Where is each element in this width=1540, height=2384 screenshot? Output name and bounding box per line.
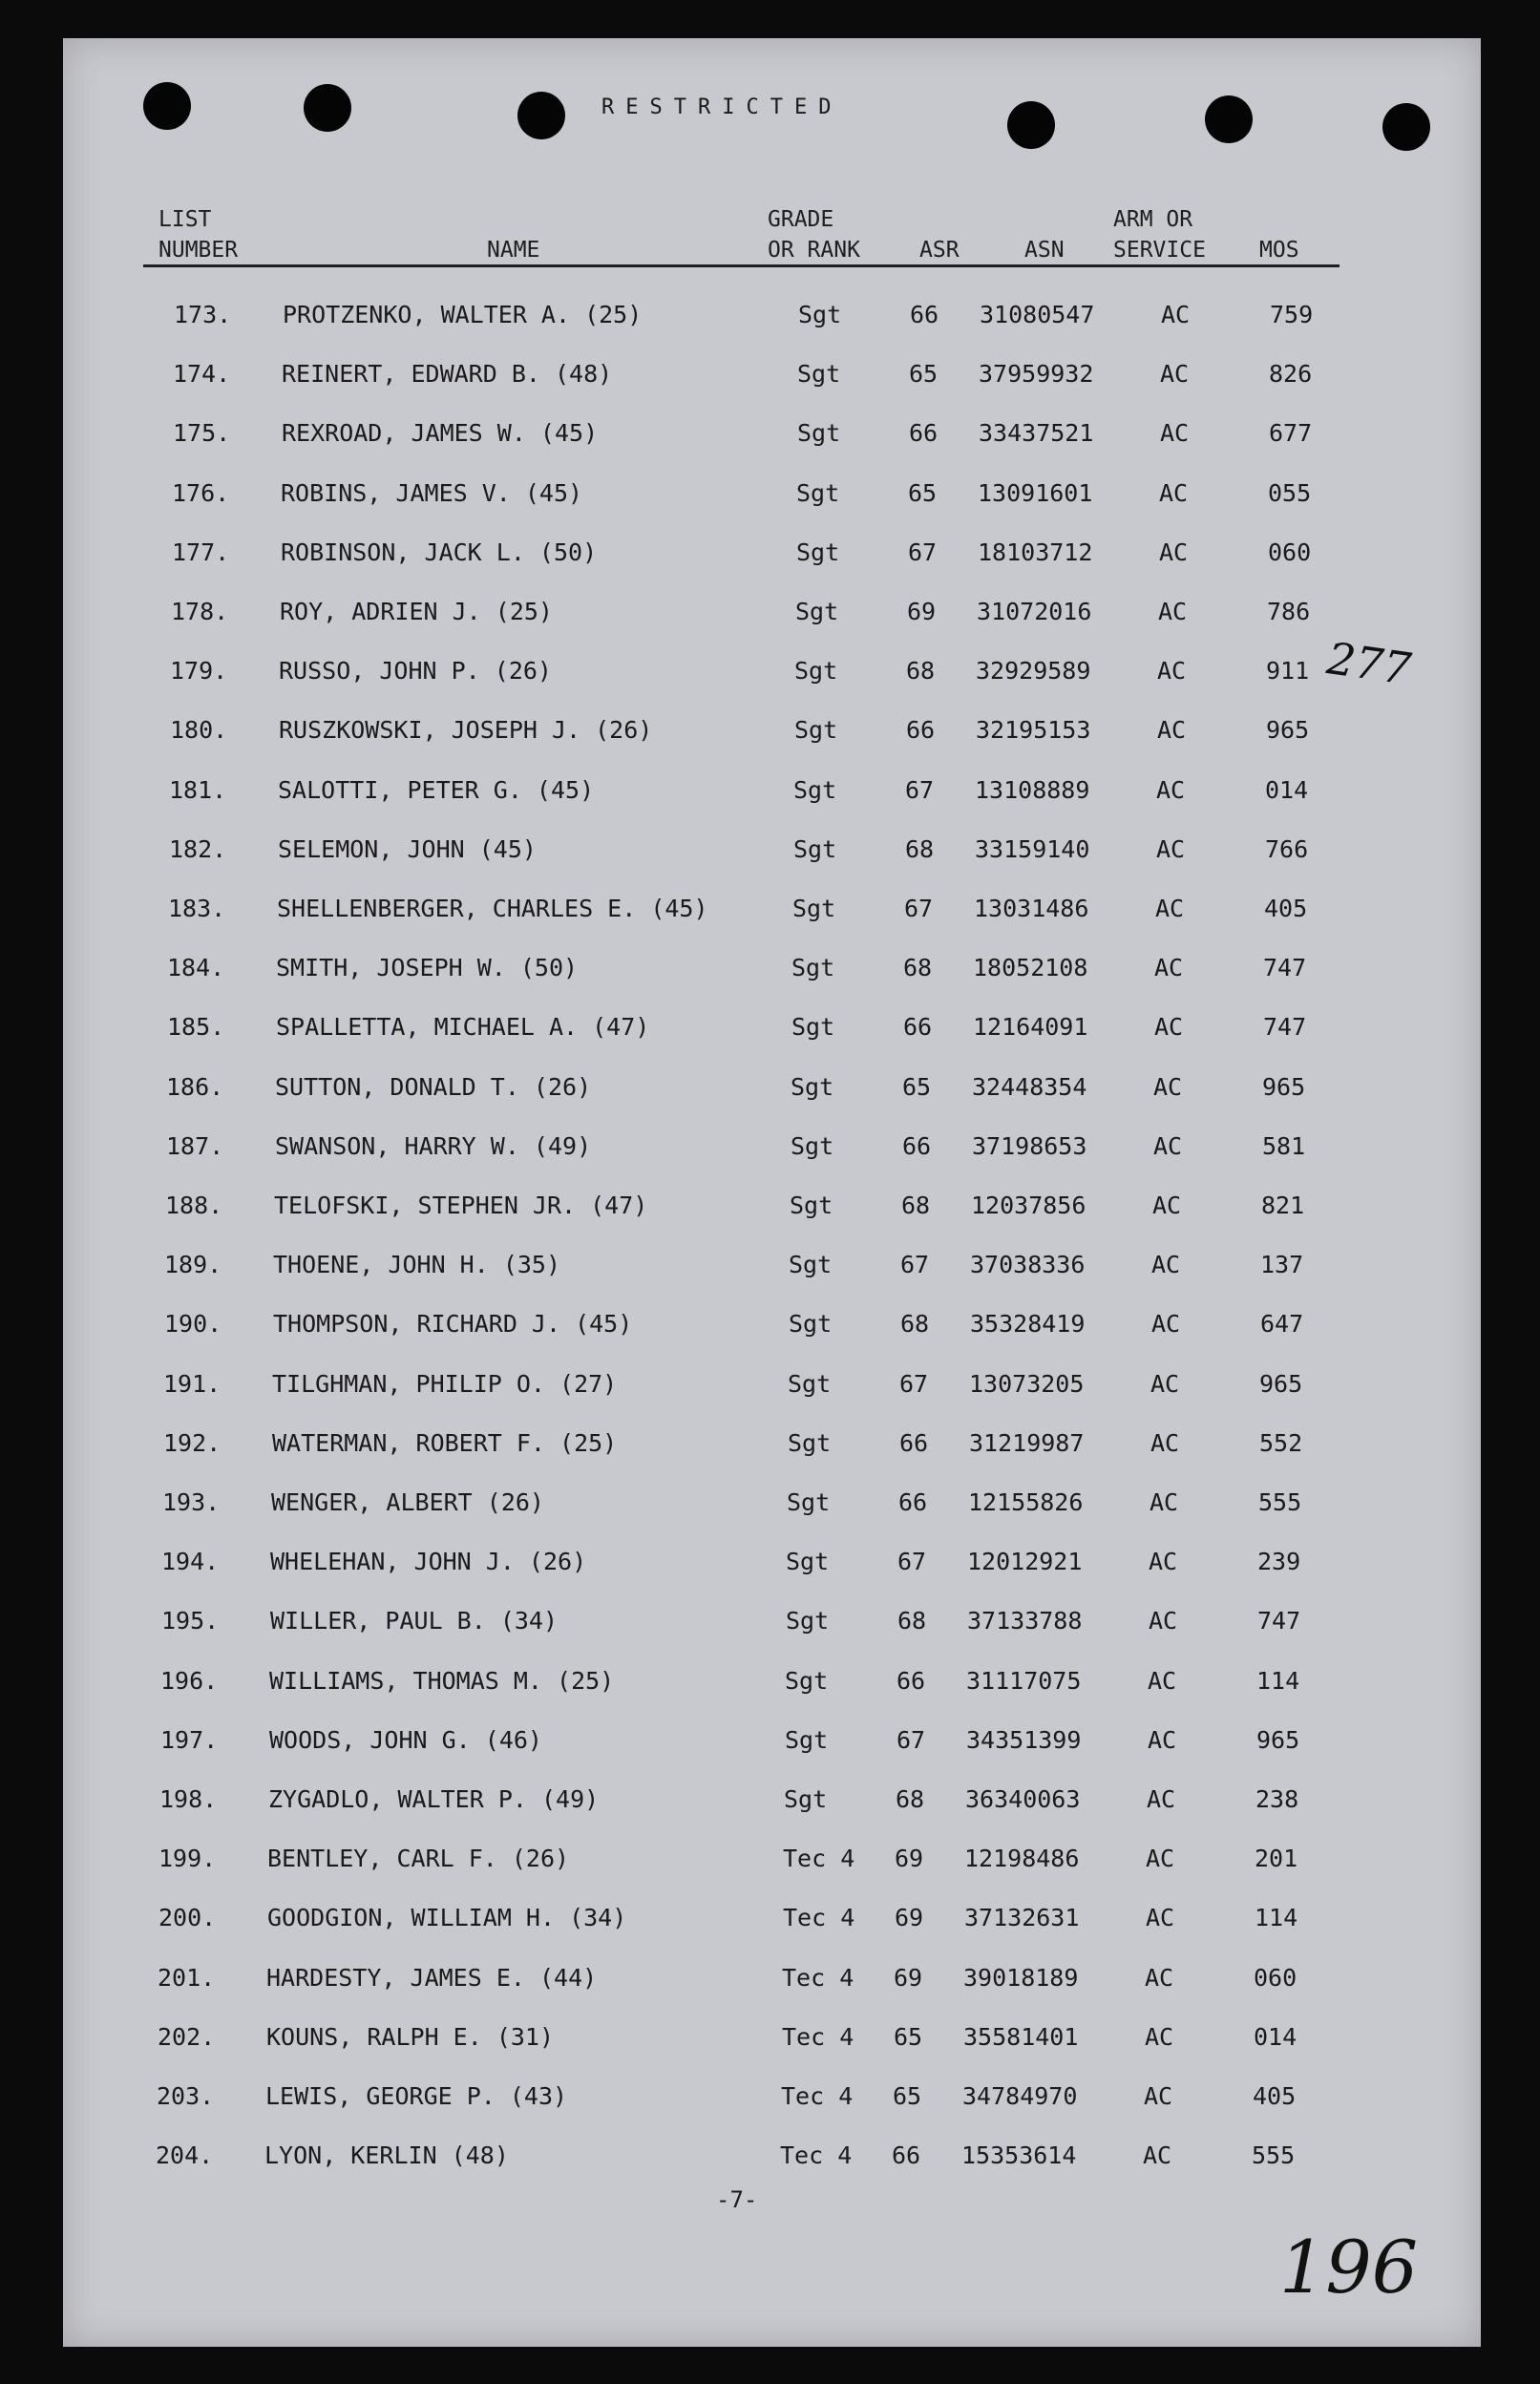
row-grade: Sgt [798,301,842,328]
table-row [0,1068,1540,1107]
row-arm-service: AC [1160,360,1190,389]
row-list-number: 194. [161,1548,220,1576]
row-asr: 65 [893,2082,922,2110]
row-name: ROBINSON, JACK L. (50) [281,538,598,566]
row-asn: 12198486 [964,1845,1080,1873]
punch-hole [1007,101,1055,149]
row-asr: 66 [897,1666,926,1695]
row-asn: 31117075 [966,1666,1082,1695]
row-asr: 67 [899,1369,929,1398]
row-asr: 68 [897,1607,927,1635]
row-mos: 114 [1256,1666,1300,1695]
row-list-number: 204. [156,2141,214,2170]
row-grade: Sgt [797,419,841,448]
row-asn: 15353614 [961,2141,1077,2170]
row-list-number: 191. [163,1369,222,1398]
table-row [0,1424,1540,1463]
row-list-number: 173. [174,301,232,328]
row-mos: 647 [1260,1310,1304,1339]
row-name: BENTLEY, CARL F. (26) [267,1845,570,1873]
row-arm-service: AC [1152,1192,1182,1219]
row-grade: Tec 4 [782,2022,854,2051]
row-grade: Sgt [785,1725,829,1754]
row-name: THOENE, JOHN H. (35) [273,1251,561,1279]
table-row [0,593,1540,631]
row-mos: 238 [1255,1785,1299,1813]
row-asr: 68 [906,657,936,686]
row-grade: Sgt [786,1607,830,1635]
row-arm-service: AC [1161,301,1191,328]
row-list-number: 189. [164,1251,222,1279]
row-arm-service: AC [1149,1548,1178,1576]
table-row [0,296,1540,334]
row-grade: Sgt [789,1310,833,1339]
row-asn: 13108889 [975,775,1090,804]
row-mos: 137 [1260,1251,1304,1279]
row-asr: 67 [897,1548,927,1576]
punch-hole [1382,103,1430,151]
row-asn: 37132631 [964,1904,1080,1932]
row-mos: 965 [1259,1369,1303,1398]
row-asr: 66 [898,1488,928,1516]
row-list-number: 200. [158,1904,217,1932]
table-row [0,1187,1540,1225]
row-asn: 18103712 [978,538,1093,566]
row-asr: 68 [896,1785,925,1813]
row-list-number: 190. [164,1310,222,1339]
row-list-number: 192. [163,1428,222,1457]
row-list-number: 196. [160,1666,219,1695]
row-asn: 32929589 [976,657,1091,686]
row-list-number: 182. [169,834,227,863]
row-list-number: 185. [167,1013,225,1042]
row-mos: 060 [1268,538,1312,566]
punch-hole [143,82,191,130]
row-list-number: 186. [166,1072,224,1101]
row-name: ROBINS, JAMES V. (45) [281,478,583,507]
row-name: WHELEHAN, JOHN J. (26) [270,1548,587,1576]
row-arm-service: AC [1154,1013,1184,1042]
row-asn: 33437521 [979,419,1094,448]
row-name: WOODS, JOHN G. (46) [269,1725,542,1754]
row-asr: 67 [905,775,935,804]
row-mos: 014 [1265,775,1309,804]
row-arm-service: AC [1148,1725,1177,1754]
table-row [0,1840,1540,1878]
table-row [0,949,1540,987]
row-mos: 786 [1267,598,1311,625]
row-grade: Sgt [793,775,837,804]
row-asn: 34784970 [962,2082,1078,2110]
page-number: -7- [716,2186,758,2213]
row-list-number: 181. [169,775,227,804]
table-row [0,652,1540,690]
row-list-number: 202. [158,2022,216,2051]
row-asr: 65 [894,2022,923,2051]
column-header-asn: ASN [1024,238,1065,263]
row-grade: Sgt [790,1192,833,1219]
handwritten-page-number: 196 [1279,2225,1419,2310]
row-asr: 68 [903,954,933,982]
row-name: SPALLETTA, MICHAEL A. (47) [276,1013,650,1042]
table-row [0,1662,1540,1700]
table-row [0,1008,1540,1046]
row-asr: 65 [909,360,939,389]
row-name: PROTZENKO, WALTER A. (25) [283,301,643,328]
row-mos: 405 [1264,895,1308,922]
row-mos: 826 [1269,360,1313,389]
row-mos: 766 [1265,834,1309,863]
row-name: WILLER, PAUL B. (34) [270,1607,559,1635]
row-mos: 555 [1252,2141,1296,2170]
row-asr: 65 [908,478,938,507]
table-row [0,711,1540,749]
row-mos: 821 [1261,1192,1305,1219]
table-row [0,890,1540,928]
row-grade: Sgt [796,538,840,566]
punch-hole [517,92,565,139]
row-list-number: 195. [161,1607,220,1635]
table-row [0,1721,1540,1760]
row-asn: 36340063 [965,1785,1081,1813]
row-list-number: 176. [172,478,230,507]
table-row [0,2018,1540,2057]
row-name: THOMPSON, RICHARD J. (45) [273,1310,633,1339]
row-mos: 759 [1270,301,1314,328]
row-arm-service: AC [1157,716,1187,745]
table-row [0,355,1540,393]
row-name: SHELLENBERGER, CHARLES E. (45) [277,895,708,922]
row-asr: 69 [895,1904,924,1932]
row-asr: 67 [908,538,938,566]
row-asn: 33159140 [975,834,1090,863]
row-arm-service: AC [1143,2141,1172,2170]
row-asn: 13091601 [978,478,1093,507]
row-list-number: 175. [173,419,231,448]
row-grade: Sgt [785,1666,829,1695]
row-name: ROY, ADRIEN J. (25) [280,598,553,625]
row-arm-service: AC [1159,478,1189,507]
row-asn: 35328419 [970,1310,1086,1339]
row-name: RUSZKOWSKI, JOSEPH J. (26) [279,716,653,745]
row-grade: Sgt [788,1428,832,1457]
row-name: SALOTTI, PETER G. (45) [278,775,595,804]
row-name: LEWIS, GEORGE P. (43) [265,2082,568,2110]
row-arm-service: AC [1158,598,1188,625]
row-arm-service: AC [1150,1488,1179,1516]
table-row [0,1899,1540,1937]
row-asr: 65 [902,1072,932,1101]
row-mos: 552 [1259,1428,1303,1457]
row-arm-service: AC [1159,538,1189,566]
row-arm-service: AC [1153,1072,1183,1101]
table-row [0,2078,1540,2116]
table-row [0,1959,1540,1997]
row-arm-service: AC [1154,954,1184,982]
row-asn: 12155826 [968,1488,1084,1516]
row-grade: Tec 4 [783,1904,855,1932]
row-arm-service: AC [1144,2082,1173,2110]
row-grade: Sgt [795,598,839,625]
row-asn: 31219987 [969,1428,1085,1457]
row-mos: 581 [1262,1131,1306,1160]
table-row [0,475,1540,513]
row-arm-service: AC [1146,1845,1175,1873]
row-arm-service: AC [1146,1904,1175,1932]
table-row [0,771,1540,810]
row-name: GOODGION, WILLIAM H. (34) [267,1904,627,1932]
row-asn: 37038336 [970,1251,1086,1279]
table-row [0,1305,1540,1343]
row-asn: 37959932 [979,360,1094,389]
table-row [0,1246,1540,1284]
row-grade: Sgt [791,1131,834,1160]
row-mos: 965 [1266,716,1310,745]
row-asn: 13073205 [969,1369,1085,1398]
row-name: KOUNS, RALPH E. (31) [266,2022,555,2051]
row-asr: 67 [904,895,934,922]
row-name: TELOFSKI, STEPHEN JR. (47) [274,1192,648,1219]
row-grade: Tec 4 [782,1963,854,1992]
row-grade: Sgt [792,895,836,922]
row-asr: 68 [901,1192,931,1219]
row-arm-service: AC [1157,657,1187,686]
row-list-number: 187. [166,1131,224,1160]
row-grade: Sgt [791,954,835,982]
row-grade: Sgt [789,1251,833,1279]
row-name: SMITH, JOSEPH W. (50) [276,954,579,982]
row-list-number: 198. [159,1785,218,1813]
row-mos: 965 [1256,1725,1300,1754]
row-grade: Sgt [794,657,838,686]
row-list-number: 201. [158,1963,216,1992]
column-header-name: NAME [487,238,540,263]
row-arm-service: AC [1151,1310,1181,1339]
row-mos: 201 [1255,1845,1298,1873]
row-name: SELEMON, JOHN (45) [278,834,537,863]
row-arm-service: AC [1145,1963,1174,1992]
row-asn: 31072016 [977,598,1092,625]
row-name: ZYGADLO, WALTER P. (49) [268,1785,600,1813]
row-list-number: 178. [171,598,229,625]
row-grade: Sgt [787,1488,831,1516]
row-mos: 747 [1257,1607,1301,1635]
table-row [0,1602,1540,1640]
row-arm-service: AC [1151,1251,1181,1279]
row-grade: Tec 4 [780,2141,853,2170]
punch-hole [304,84,351,132]
column-header-arm: ARM OR SERVICE [1113,207,1206,263]
row-name: REINERT, EDWARD B. (48) [282,360,613,389]
row-asr: 69 [907,598,937,625]
row-name: SWANSON, HARRY W. (49) [275,1131,592,1160]
row-name: TILGHMAN, PHILIP O. (27) [272,1369,618,1398]
row-mos: 965 [1262,1072,1306,1101]
row-asn: 18052108 [973,954,1088,982]
row-asr: 69 [895,1845,924,1873]
row-name: WILLIAMS, THOMAS M. (25) [269,1666,615,1695]
row-asr: 68 [905,834,935,863]
row-list-number: 177. [172,538,230,566]
row-asr: 66 [906,716,936,745]
row-list-number: 199. [158,1845,217,1873]
row-asr: 66 [909,419,939,448]
row-asr: 66 [902,1131,932,1160]
row-list-number: 197. [160,1725,219,1754]
row-grade: Sgt [791,1013,835,1042]
row-asr: 67 [897,1725,926,1754]
row-grade: Sgt [791,1072,834,1101]
table-row [0,831,1540,869]
row-list-number: 174. [173,360,231,389]
row-list-number: 193. [162,1488,221,1516]
row-asr: 66 [899,1428,929,1457]
row-asn: 31080547 [980,301,1095,328]
row-grade: Tec 4 [783,1845,855,1873]
table-row [0,1543,1540,1581]
row-arm-service: AC [1156,775,1186,804]
row-mos: 055 [1268,478,1312,507]
row-arm-service: AC [1148,1666,1177,1695]
row-asn: 39018189 [963,1963,1079,1992]
table-row [0,1128,1540,1166]
row-mos: 747 [1263,1013,1307,1042]
row-grade: Sgt [793,834,837,863]
row-grade: Tec 4 [781,2082,854,2110]
row-arm-service: AC [1150,1369,1180,1398]
row-asr: 66 [892,2141,921,2170]
row-mos: 555 [1258,1488,1302,1516]
row-asr: 66 [910,301,939,328]
row-asr: 67 [900,1251,930,1279]
classification-header: RESTRICTED [601,95,843,119]
row-grade: Sgt [784,1785,828,1813]
row-asr: 66 [903,1013,933,1042]
row-list-number: 180. [170,716,228,745]
row-arm-service: AC [1155,895,1185,922]
table-row [0,1365,1540,1403]
row-mos: 677 [1269,419,1313,448]
row-name: WENGER, ALBERT (26) [271,1488,544,1516]
row-asn: 34351399 [966,1725,1082,1754]
row-name: REXROAD, JAMES W. (45) [282,419,599,448]
row-list-number: 203. [157,2082,215,2110]
row-asn: 37198653 [972,1131,1087,1160]
row-asn: 12037856 [971,1192,1086,1219]
row-list-number: 188. [165,1192,223,1219]
row-arm-service: AC [1160,419,1190,448]
row-list-number: 184. [167,954,225,982]
row-list-number: 183. [168,895,226,922]
row-arm-service: AC [1145,2022,1174,2051]
column-header-mos: MOS [1259,238,1299,263]
row-grade: Sgt [786,1548,830,1576]
row-mos: 405 [1253,2082,1297,2110]
row-arm-service: AC [1153,1131,1183,1160]
row-mos: 747 [1263,954,1307,982]
table-row [0,2137,1540,2175]
row-arm-service: AC [1147,1785,1176,1813]
row-arm-service: AC [1150,1428,1180,1457]
row-name: SUTTON, DONALD T. (26) [275,1072,592,1101]
row-arm-service: AC [1156,834,1186,863]
margin-handwritten-note: 277 [1323,632,1415,695]
column-header-asr: ASR [919,238,960,263]
row-grade: Sgt [797,360,841,389]
row-asn: 13031486 [974,895,1089,922]
header-divider [143,264,1340,267]
row-asn: 12164091 [973,1013,1088,1042]
row-grade: Sgt [794,716,838,745]
row-asn: 35581401 [963,2022,1079,2051]
row-mos: 014 [1254,2022,1297,2051]
row-list-number: 179. [170,657,228,686]
row-mos: 060 [1254,1963,1297,1992]
row-mos: 239 [1257,1548,1301,1576]
row-grade: Sgt [796,478,840,507]
table-row [0,534,1540,572]
row-mos: 114 [1255,1904,1298,1932]
row-asr: 68 [900,1310,930,1339]
row-asn: 32448354 [972,1072,1087,1101]
row-asr: 69 [894,1963,923,1992]
row-name: HARDESTY, JAMES E. (44) [266,1963,598,1992]
row-grade: Sgt [788,1369,832,1398]
row-asn: 37133788 [967,1607,1083,1635]
punch-hole [1205,95,1253,143]
row-asn: 12012921 [967,1548,1083,1576]
column-header-list-number: LIST NUMBER [158,207,239,263]
row-name: RUSSO, JOHN P. (26) [279,657,552,686]
row-asn: 32195153 [976,716,1091,745]
table-row [0,1781,1540,1819]
column-header-grade: GRADE OR RANK [768,207,860,263]
table-row [0,414,1540,453]
row-name: LYON, KERLIN (48) [264,2141,509,2170]
row-mos: 911 [1266,657,1310,686]
row-arm-service: AC [1149,1607,1178,1635]
table-row [0,1484,1540,1522]
row-name: WATERMAN, ROBERT F. (25) [272,1428,618,1457]
